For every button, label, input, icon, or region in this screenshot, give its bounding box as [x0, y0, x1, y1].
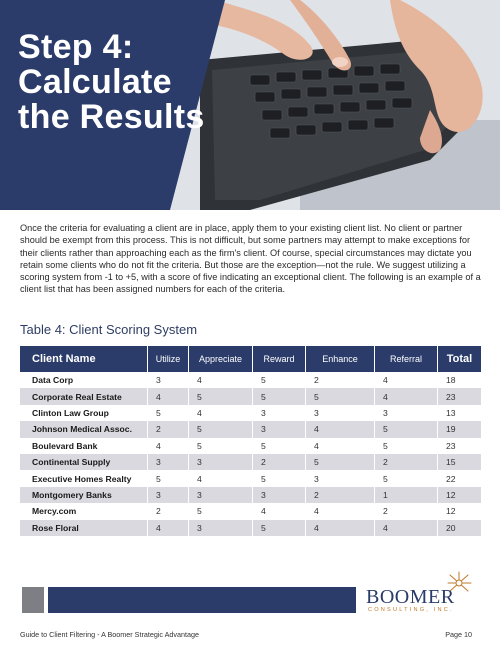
- page-title: [18, 30, 208, 135]
- total-cell: 23: [438, 388, 482, 404]
- table-row: [20, 503, 481, 519]
- table-row: [20, 405, 481, 421]
- col-total: Total: [438, 346, 482, 372]
- footer-blue-bar: [48, 587, 356, 613]
- total-cell: 12: [438, 487, 482, 503]
- utilize-cell: 2: [148, 503, 189, 519]
- reward-cell: 3: [253, 405, 306, 421]
- utilize-cell: 4: [148, 388, 189, 404]
- title-line-3: the Results: [18, 98, 205, 136]
- logo-subtitle: CONSULTING, INC.: [368, 607, 454, 613]
- client-name-cell: Data Corp: [20, 372, 148, 388]
- total-cell: 15: [438, 454, 482, 470]
- appreciate-cell: 3: [189, 454, 253, 470]
- appreciate-cell: 3: [189, 487, 253, 503]
- table-row: [20, 372, 481, 388]
- utilize-cell: 4: [148, 520, 189, 536]
- total-cell: 23: [438, 438, 482, 454]
- enhance-cell: 4: [306, 503, 375, 519]
- appreciate-cell: 5: [189, 421, 253, 437]
- col-client-name: Client Name: [20, 346, 148, 372]
- logo-wordmark: BOOMER: [366, 586, 455, 608]
- reward-cell: 5: [253, 470, 306, 486]
- col-referral: Referral: [375, 346, 438, 372]
- total-cell: 13: [438, 405, 482, 421]
- reward-cell: 5: [253, 388, 306, 404]
- enhance-cell: 4: [306, 438, 375, 454]
- client-name-cell: Executive Homes Realty: [20, 470, 148, 486]
- boomer-logo: [362, 570, 482, 615]
- referral-cell: 4: [375, 388, 438, 404]
- referral-cell: 4: [375, 372, 438, 388]
- client-name-cell: Montgomery Banks: [20, 487, 148, 503]
- client-name-cell: Rose Floral: [20, 520, 148, 536]
- footer-gray-block: [22, 587, 44, 613]
- hero-banner: [0, 0, 500, 210]
- referral-cell: 1: [375, 487, 438, 503]
- enhance-cell: 4: [306, 520, 375, 536]
- appreciate-cell: 3: [189, 520, 253, 536]
- total-cell: 22: [438, 470, 482, 486]
- table-row: [20, 421, 481, 437]
- client-name-cell: Corporate Real Estate: [20, 388, 148, 404]
- utilize-cell: 2: [148, 421, 189, 437]
- appreciate-cell: 5: [189, 388, 253, 404]
- utilize-cell: 3: [148, 454, 189, 470]
- reward-cell: 4: [253, 503, 306, 519]
- reward-cell: 5: [253, 438, 306, 454]
- reward-cell: 2: [253, 454, 306, 470]
- client-name-cell: Boulevard Bank: [20, 438, 148, 454]
- footer-guide-title: Guide to Client Filtering - A Boomer Strategic Advantage: [20, 630, 199, 639]
- client-name-cell: Clinton Law Group: [20, 405, 148, 421]
- col-appreciate: Appreciate: [189, 346, 253, 372]
- reward-cell: 3: [253, 421, 306, 437]
- referral-cell: 3: [375, 405, 438, 421]
- enhance-cell: 2: [306, 372, 375, 388]
- total-cell: 19: [438, 421, 482, 437]
- referral-cell: 5: [375, 438, 438, 454]
- client-scoring-table: [20, 346, 481, 536]
- referral-cell: 5: [375, 470, 438, 486]
- page-number: Page 10: [445, 630, 472, 639]
- appreciate-cell: 4: [189, 470, 253, 486]
- utilize-cell: 5: [148, 405, 189, 421]
- title-line-1: Step 4:: [18, 28, 134, 66]
- referral-cell: 2: [375, 503, 438, 519]
- utilize-cell: 4: [148, 438, 189, 454]
- referral-cell: 4: [375, 520, 438, 536]
- table-title: Table 4: Client Scoring System: [20, 322, 198, 337]
- enhance-cell: 3: [306, 470, 375, 486]
- total-cell: 20: [438, 520, 482, 536]
- utilize-cell: 3: [148, 487, 189, 503]
- client-name-cell: Mercy.com: [20, 503, 148, 519]
- enhance-cell: 3: [306, 405, 375, 421]
- referral-cell: 2: [375, 454, 438, 470]
- appreciate-cell: 4: [189, 372, 253, 388]
- reward-cell: 3: [253, 487, 306, 503]
- utilize-cell: 3: [148, 372, 189, 388]
- intro-paragraph: Once the criteria for evaluating a client are in place, apply them to your existing client list. No client or partner should be exempt from this process. This is not difficult, but some partners may attempt to make exceptions for their clients rather than approaching each as the firm's client. Of course, special circumstances may dictate you retain some clients who do not fit the criteria. But those are the exception—not the rule. We suggest utilizing a scoring system from -1 to +5, with a score of five indicating an exceptional client. The following is an example of a client list that has been assigned numbers for each of the criteria.: [20, 223, 481, 295]
- client-name-cell: Continental Supply: [20, 454, 148, 470]
- title-line-2: Calculate: [18, 63, 172, 101]
- total-cell: 12: [438, 503, 482, 519]
- table-row: [20, 520, 481, 536]
- appreciate-cell: 4: [189, 405, 253, 421]
- table-header-row: [20, 346, 481, 372]
- appreciate-cell: 5: [189, 503, 253, 519]
- referral-cell: 5: [375, 421, 438, 437]
- enhance-cell: 5: [306, 454, 375, 470]
- table-row: [20, 470, 481, 486]
- utilize-cell: 5: [148, 470, 189, 486]
- col-utilize: Utilize: [148, 346, 189, 372]
- reward-cell: 5: [253, 372, 306, 388]
- enhance-cell: 5: [306, 388, 375, 404]
- table-row: [20, 438, 481, 454]
- reward-cell: 5: [253, 520, 306, 536]
- col-enhance: Enhance: [306, 346, 375, 372]
- col-reward: Reward: [253, 346, 306, 372]
- table-row: [20, 454, 481, 470]
- client-name-cell: Johnson Medical Assoc.: [20, 421, 148, 437]
- table-row: [20, 388, 481, 404]
- total-cell: 18: [438, 372, 482, 388]
- enhance-cell: 2: [306, 487, 375, 503]
- table-row: [20, 487, 481, 503]
- appreciate-cell: 5: [189, 438, 253, 454]
- enhance-cell: 4: [306, 421, 375, 437]
